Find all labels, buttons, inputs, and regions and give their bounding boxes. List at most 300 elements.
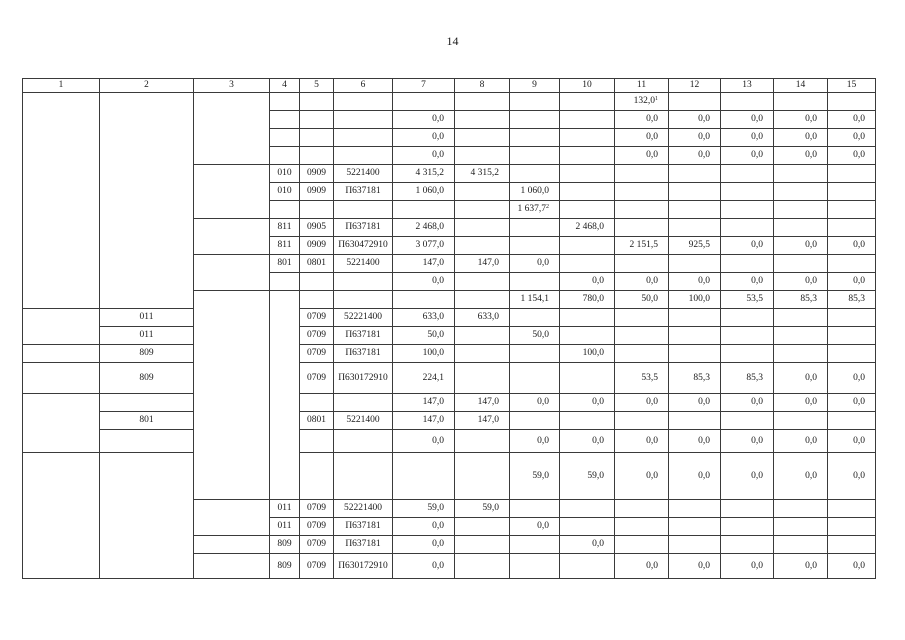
value-cell <box>455 111 510 129</box>
value-cell: 0,0 <box>828 237 876 255</box>
event-code-cell <box>194 291 270 500</box>
value-cell <box>721 518 774 536</box>
value-cell: 0,0 <box>828 129 876 147</box>
value-cell: 1 060,0 <box>510 183 560 201</box>
value-cell: 0,0 <box>669 453 721 500</box>
value-cell: 0,0 <box>669 129 721 147</box>
value-cell: 0,0 <box>828 111 876 129</box>
value-cell: 0909 <box>300 237 334 255</box>
value-cell: 0,0 <box>774 554 828 579</box>
value-cell: 0,0 <box>393 129 455 147</box>
value-cell <box>510 219 560 237</box>
agency-cell <box>23 363 100 394</box>
value-cell <box>560 327 615 345</box>
value-cell <box>828 93 876 111</box>
value-cell: 633,0 <box>455 309 510 327</box>
value-cell: 0,0 <box>774 453 828 500</box>
value-cell <box>510 237 560 255</box>
value-cell: 0,0 <box>669 430 721 453</box>
value-cell <box>774 327 828 345</box>
value-cell: 0,0 <box>560 273 615 291</box>
value-cell <box>774 412 828 430</box>
value-cell <box>510 363 560 394</box>
value-cell <box>615 165 669 183</box>
value-cell <box>455 183 510 201</box>
value-cell: 0,0 <box>721 453 774 500</box>
value-cell <box>334 93 393 111</box>
value-cell <box>510 129 560 147</box>
value-cell <box>334 291 393 309</box>
table-row <box>23 93 876 111</box>
value-cell: 0709 <box>300 363 334 394</box>
value-cell: 0,0 <box>774 394 828 412</box>
value-cell: 0,0 <box>615 453 669 500</box>
value-cell <box>828 327 876 345</box>
column-header: 15 <box>828 79 876 93</box>
value-cell: 925,5 <box>669 237 721 255</box>
description-cell <box>100 93 194 309</box>
value-cell <box>510 273 560 291</box>
value-cell <box>774 219 828 237</box>
value-cell <box>774 93 828 111</box>
value-cell <box>300 93 334 111</box>
table-row <box>23 430 876 453</box>
table-body <box>23 79 876 579</box>
value-cell <box>828 165 876 183</box>
value-cell: 0,0 <box>774 273 828 291</box>
value-cell <box>669 93 721 111</box>
value-cell: 0,0 <box>510 518 560 536</box>
value-cell <box>721 165 774 183</box>
value-cell: 0,0 <box>721 147 774 165</box>
value-cell: 0,0 <box>721 273 774 291</box>
value-cell: 0909 <box>300 183 334 201</box>
value-cell: 0905 <box>300 219 334 237</box>
value-cell <box>774 500 828 518</box>
value-cell: 0,0 <box>828 147 876 165</box>
value-cell <box>455 129 510 147</box>
value-cell: 811 <box>270 237 300 255</box>
value-cell <box>560 412 615 430</box>
value-cell: 50,0 <box>393 327 455 345</box>
value-cell: 5221400 <box>334 255 393 273</box>
value-cell: 809 <box>100 363 194 394</box>
value-cell: 809 <box>100 345 194 363</box>
value-cell: 0,0 <box>615 394 669 412</box>
value-cell <box>828 412 876 430</box>
value-cell <box>669 518 721 536</box>
value-cell: 2 468,0 <box>560 219 615 237</box>
value-cell: 0,0 <box>560 394 615 412</box>
value-cell: 809 <box>270 554 300 579</box>
value-cell: 0,0 <box>393 111 455 129</box>
value-cell: 5221400 <box>334 165 393 183</box>
footnote-marker: 1 <box>655 96 658 102</box>
value-cell <box>669 219 721 237</box>
value-cell: 100,0 <box>393 345 455 363</box>
value-cell: 147,0 <box>393 394 455 412</box>
column-header: 2 <box>100 79 194 93</box>
value-cell: 85,3 <box>774 291 828 309</box>
agency-cell <box>194 536 270 554</box>
value-cell: 147,0 <box>455 255 510 273</box>
value-cell <box>774 165 828 183</box>
value-cell: 85,3 <box>828 291 876 309</box>
value-cell: 1 154,1 <box>510 291 560 309</box>
value-cell <box>334 394 393 412</box>
agency-cell <box>23 394 100 453</box>
value-cell: 0,0 <box>721 430 774 453</box>
value-cell <box>828 536 876 554</box>
value-cell <box>560 183 615 201</box>
value-cell <box>828 183 876 201</box>
value-cell: П637181 <box>334 536 393 554</box>
table-row <box>23 345 876 363</box>
value-cell: 0,0 <box>828 554 876 579</box>
value-cell <box>615 255 669 273</box>
value-cell: 1 060,0 <box>393 183 455 201</box>
value-cell <box>455 345 510 363</box>
value-cell <box>455 237 510 255</box>
value-cell: 0,0 <box>721 394 774 412</box>
value-cell <box>828 500 876 518</box>
value-cell <box>560 111 615 129</box>
value-cell <box>721 255 774 273</box>
value-cell <box>774 345 828 363</box>
value-cell: 0,0 <box>828 430 876 453</box>
value-cell: 53,5 <box>615 363 669 394</box>
value-cell: 85,3 <box>669 363 721 394</box>
value-cell: 0,0 <box>828 273 876 291</box>
value-cell <box>721 201 774 219</box>
value-cell: 011 <box>100 327 194 345</box>
value-cell <box>669 165 721 183</box>
value-cell <box>393 453 455 500</box>
value-cell <box>560 147 615 165</box>
value-cell <box>615 412 669 430</box>
value-cell <box>300 394 334 412</box>
value-cell <box>828 309 876 327</box>
value-cell <box>510 165 560 183</box>
event-code-cell <box>23 453 100 579</box>
value-cell: 0,0 <box>393 430 455 453</box>
value-cell <box>455 518 510 536</box>
value-cell: 801 <box>270 255 300 273</box>
value-cell <box>615 327 669 345</box>
value-cell: П630472910 <box>334 237 393 255</box>
value-cell <box>510 345 560 363</box>
value-cell: 2 151,5 <box>615 237 669 255</box>
value-cell <box>300 147 334 165</box>
value-cell: П637181 <box>334 345 393 363</box>
value-cell: 0909 <box>300 165 334 183</box>
column-header: 13 <box>721 79 774 93</box>
column-header: 14 <box>774 79 828 93</box>
value-cell <box>455 363 510 394</box>
value-cell <box>721 219 774 237</box>
value-cell <box>721 183 774 201</box>
value-cell <box>270 201 300 219</box>
value-cell: 0,0 <box>510 394 560 412</box>
value-cell: 4 315,2 <box>393 165 455 183</box>
table-row <box>23 394 876 412</box>
value-cell: 0,0 <box>615 554 669 579</box>
value-cell: 0,0 <box>774 111 828 129</box>
value-cell <box>721 536 774 554</box>
column-header: 6 <box>334 79 393 93</box>
value-cell <box>669 412 721 430</box>
value-cell <box>560 500 615 518</box>
value-cell: 52221400 <box>334 500 393 518</box>
value-cell: 0,0 <box>669 273 721 291</box>
value-cell <box>560 129 615 147</box>
value-cell <box>615 518 669 536</box>
value-cell <box>721 500 774 518</box>
value-cell: 59,0 <box>560 453 615 500</box>
value-cell <box>669 183 721 201</box>
value-cell <box>455 536 510 554</box>
value-cell <box>669 327 721 345</box>
value-cell: 53,5 <box>721 291 774 309</box>
value-cell <box>721 345 774 363</box>
value-cell <box>615 219 669 237</box>
value-cell: П637181 <box>334 327 393 345</box>
value-cell: 147,0 <box>455 412 510 430</box>
value-cell <box>774 536 828 554</box>
column-header: 1 <box>23 79 100 93</box>
value-cell <box>828 201 876 219</box>
value-cell <box>100 394 194 412</box>
column-header: 10 <box>560 79 615 93</box>
value-cell: 811 <box>270 219 300 237</box>
value-cell: 0,0 <box>774 363 828 394</box>
value-cell: 0,0 <box>510 430 560 453</box>
value-cell <box>615 183 669 201</box>
value-cell <box>774 201 828 219</box>
agency-cell <box>194 500 270 536</box>
value-cell <box>560 309 615 327</box>
value-cell <box>393 93 455 111</box>
value-cell: 0,0 <box>774 129 828 147</box>
value-cell: П630172910 <box>334 363 393 394</box>
value-cell: 0,0 <box>721 554 774 579</box>
value-cell: 100,0 <box>669 291 721 309</box>
table-row <box>23 309 876 327</box>
value-cell <box>615 536 669 554</box>
value-cell: 4 315,2 <box>455 165 510 183</box>
value-cell <box>774 309 828 327</box>
value-cell <box>721 93 774 111</box>
value-cell: 0,0 <box>393 518 455 536</box>
value-cell <box>334 453 393 500</box>
value-cell: 0,0 <box>615 273 669 291</box>
column-header: 7 <box>393 79 455 93</box>
value-cell: 0,0 <box>721 111 774 129</box>
value-cell <box>455 93 510 111</box>
value-cell <box>334 111 393 129</box>
value-cell <box>455 430 510 453</box>
value-cell <box>270 273 300 291</box>
budget-table <box>22 78 876 579</box>
value-cell: 0,0 <box>560 430 615 453</box>
value-cell: 0709 <box>300 500 334 518</box>
value-cell: 59,0 <box>393 500 455 518</box>
value-cell <box>334 201 393 219</box>
value-cell: 0,0 <box>774 237 828 255</box>
value-cell: 011 <box>100 309 194 327</box>
value-cell: 0709 <box>300 309 334 327</box>
footnote-marker: 2 <box>546 204 549 210</box>
value-cell <box>455 327 510 345</box>
value-cell: 1 637,7$^2$ <box>510 201 560 219</box>
value-cell: П630172910 <box>334 554 393 579</box>
value-cell: 147,0 <box>393 412 455 430</box>
value-cell: 0709 <box>300 518 334 536</box>
value-cell <box>669 345 721 363</box>
value-cell <box>615 500 669 518</box>
value-cell <box>300 430 334 453</box>
event-description-cell <box>270 291 300 500</box>
agency-cell <box>300 291 334 309</box>
value-cell: 0709 <box>300 327 334 345</box>
value-cell <box>510 93 560 111</box>
value-cell: 50,0 <box>510 327 560 345</box>
value-cell <box>393 291 455 309</box>
value-cell <box>334 147 393 165</box>
value-cell <box>510 554 560 579</box>
value-cell <box>669 500 721 518</box>
value-cell <box>300 129 334 147</box>
page-number: 14 <box>446 34 459 48</box>
value-cell <box>510 412 560 430</box>
value-cell: 147,0 <box>455 394 510 412</box>
table-row <box>23 327 876 345</box>
value-cell: 0709 <box>300 345 334 363</box>
value-cell <box>615 345 669 363</box>
value-cell <box>560 201 615 219</box>
value-cell <box>334 273 393 291</box>
value-cell: 85,3 <box>721 363 774 394</box>
value-cell: П637181 <box>334 518 393 536</box>
value-cell <box>774 518 828 536</box>
value-cell: 0,0 <box>615 430 669 453</box>
agency-cell <box>300 453 334 500</box>
agency-cell <box>194 165 270 219</box>
column-header: 5 <box>300 79 334 93</box>
value-cell: 50,0 <box>615 291 669 309</box>
value-cell: 0,0 <box>393 536 455 554</box>
value-cell: 801 <box>100 412 194 430</box>
agency-cell <box>23 309 100 345</box>
value-cell <box>669 255 721 273</box>
value-cell: 0,0 <box>721 237 774 255</box>
value-cell <box>334 129 393 147</box>
value-cell: 809 <box>270 536 300 554</box>
value-cell <box>615 309 669 327</box>
value-cell <box>455 147 510 165</box>
value-cell <box>270 93 300 111</box>
value-cell: 0,0 <box>510 255 560 273</box>
value-cell <box>455 291 510 309</box>
value-cell <box>455 273 510 291</box>
value-cell: 633,0 <box>393 309 455 327</box>
agency-cell <box>194 255 270 291</box>
value-cell <box>560 363 615 394</box>
value-cell: 0,0 <box>393 273 455 291</box>
value-cell: 0,0 <box>669 394 721 412</box>
table-row <box>23 363 876 394</box>
value-cell: 0,0 <box>669 111 721 129</box>
value-cell: 100,0 <box>560 345 615 363</box>
column-header: 12 <box>669 79 721 93</box>
value-cell <box>828 518 876 536</box>
value-cell: 0,0 <box>828 453 876 500</box>
value-cell: 0,0 <box>615 111 669 129</box>
value-cell <box>560 93 615 111</box>
value-cell: 010 <box>270 165 300 183</box>
value-cell <box>300 273 334 291</box>
agency-cell <box>194 554 270 579</box>
value-cell <box>721 327 774 345</box>
value-cell <box>615 201 669 219</box>
value-cell <box>774 255 828 273</box>
value-cell: П637181 <box>334 183 393 201</box>
column-header: 8 <box>455 79 510 93</box>
value-cell: 0,0 <box>828 394 876 412</box>
value-cell: 147,0 <box>393 255 455 273</box>
value-cell <box>774 183 828 201</box>
value-cell <box>100 430 194 453</box>
value-cell: 780,0 <box>560 291 615 309</box>
value-cell: 011 <box>270 500 300 518</box>
value-cell <box>828 345 876 363</box>
column-header: 11 <box>615 79 669 93</box>
value-cell: 0,0 <box>615 147 669 165</box>
value-cell <box>270 129 300 147</box>
value-cell <box>510 147 560 165</box>
value-cell <box>510 309 560 327</box>
value-cell: 0709 <box>300 536 334 554</box>
value-cell: 59,0 <box>455 500 510 518</box>
value-cell <box>393 201 455 219</box>
value-cell: 010 <box>270 183 300 201</box>
value-cell: 132,0$^1$ <box>615 93 669 111</box>
table-row <box>23 412 876 430</box>
value-cell: 0801 <box>300 255 334 273</box>
value-cell <box>300 111 334 129</box>
column-header: 4 <box>270 79 300 93</box>
value-cell: 0801 <box>300 412 334 430</box>
column-header: 3 <box>194 79 270 93</box>
table-row <box>23 79 876 93</box>
agency-cell <box>194 219 270 255</box>
value-cell <box>669 536 721 554</box>
value-cell <box>560 237 615 255</box>
value-cell: 5221400 <box>334 412 393 430</box>
event-cell <box>23 93 100 309</box>
value-cell: 2 468,0 <box>393 219 455 237</box>
value-cell <box>455 201 510 219</box>
value-cell <box>560 554 615 579</box>
value-cell <box>334 430 393 453</box>
value-cell: 0,0 <box>615 129 669 147</box>
value-cell <box>455 554 510 579</box>
value-cell: 224,1 <box>393 363 455 394</box>
value-cell <box>669 201 721 219</box>
value-cell <box>510 500 560 518</box>
value-cell: 0,0 <box>669 147 721 165</box>
value-cell <box>721 309 774 327</box>
